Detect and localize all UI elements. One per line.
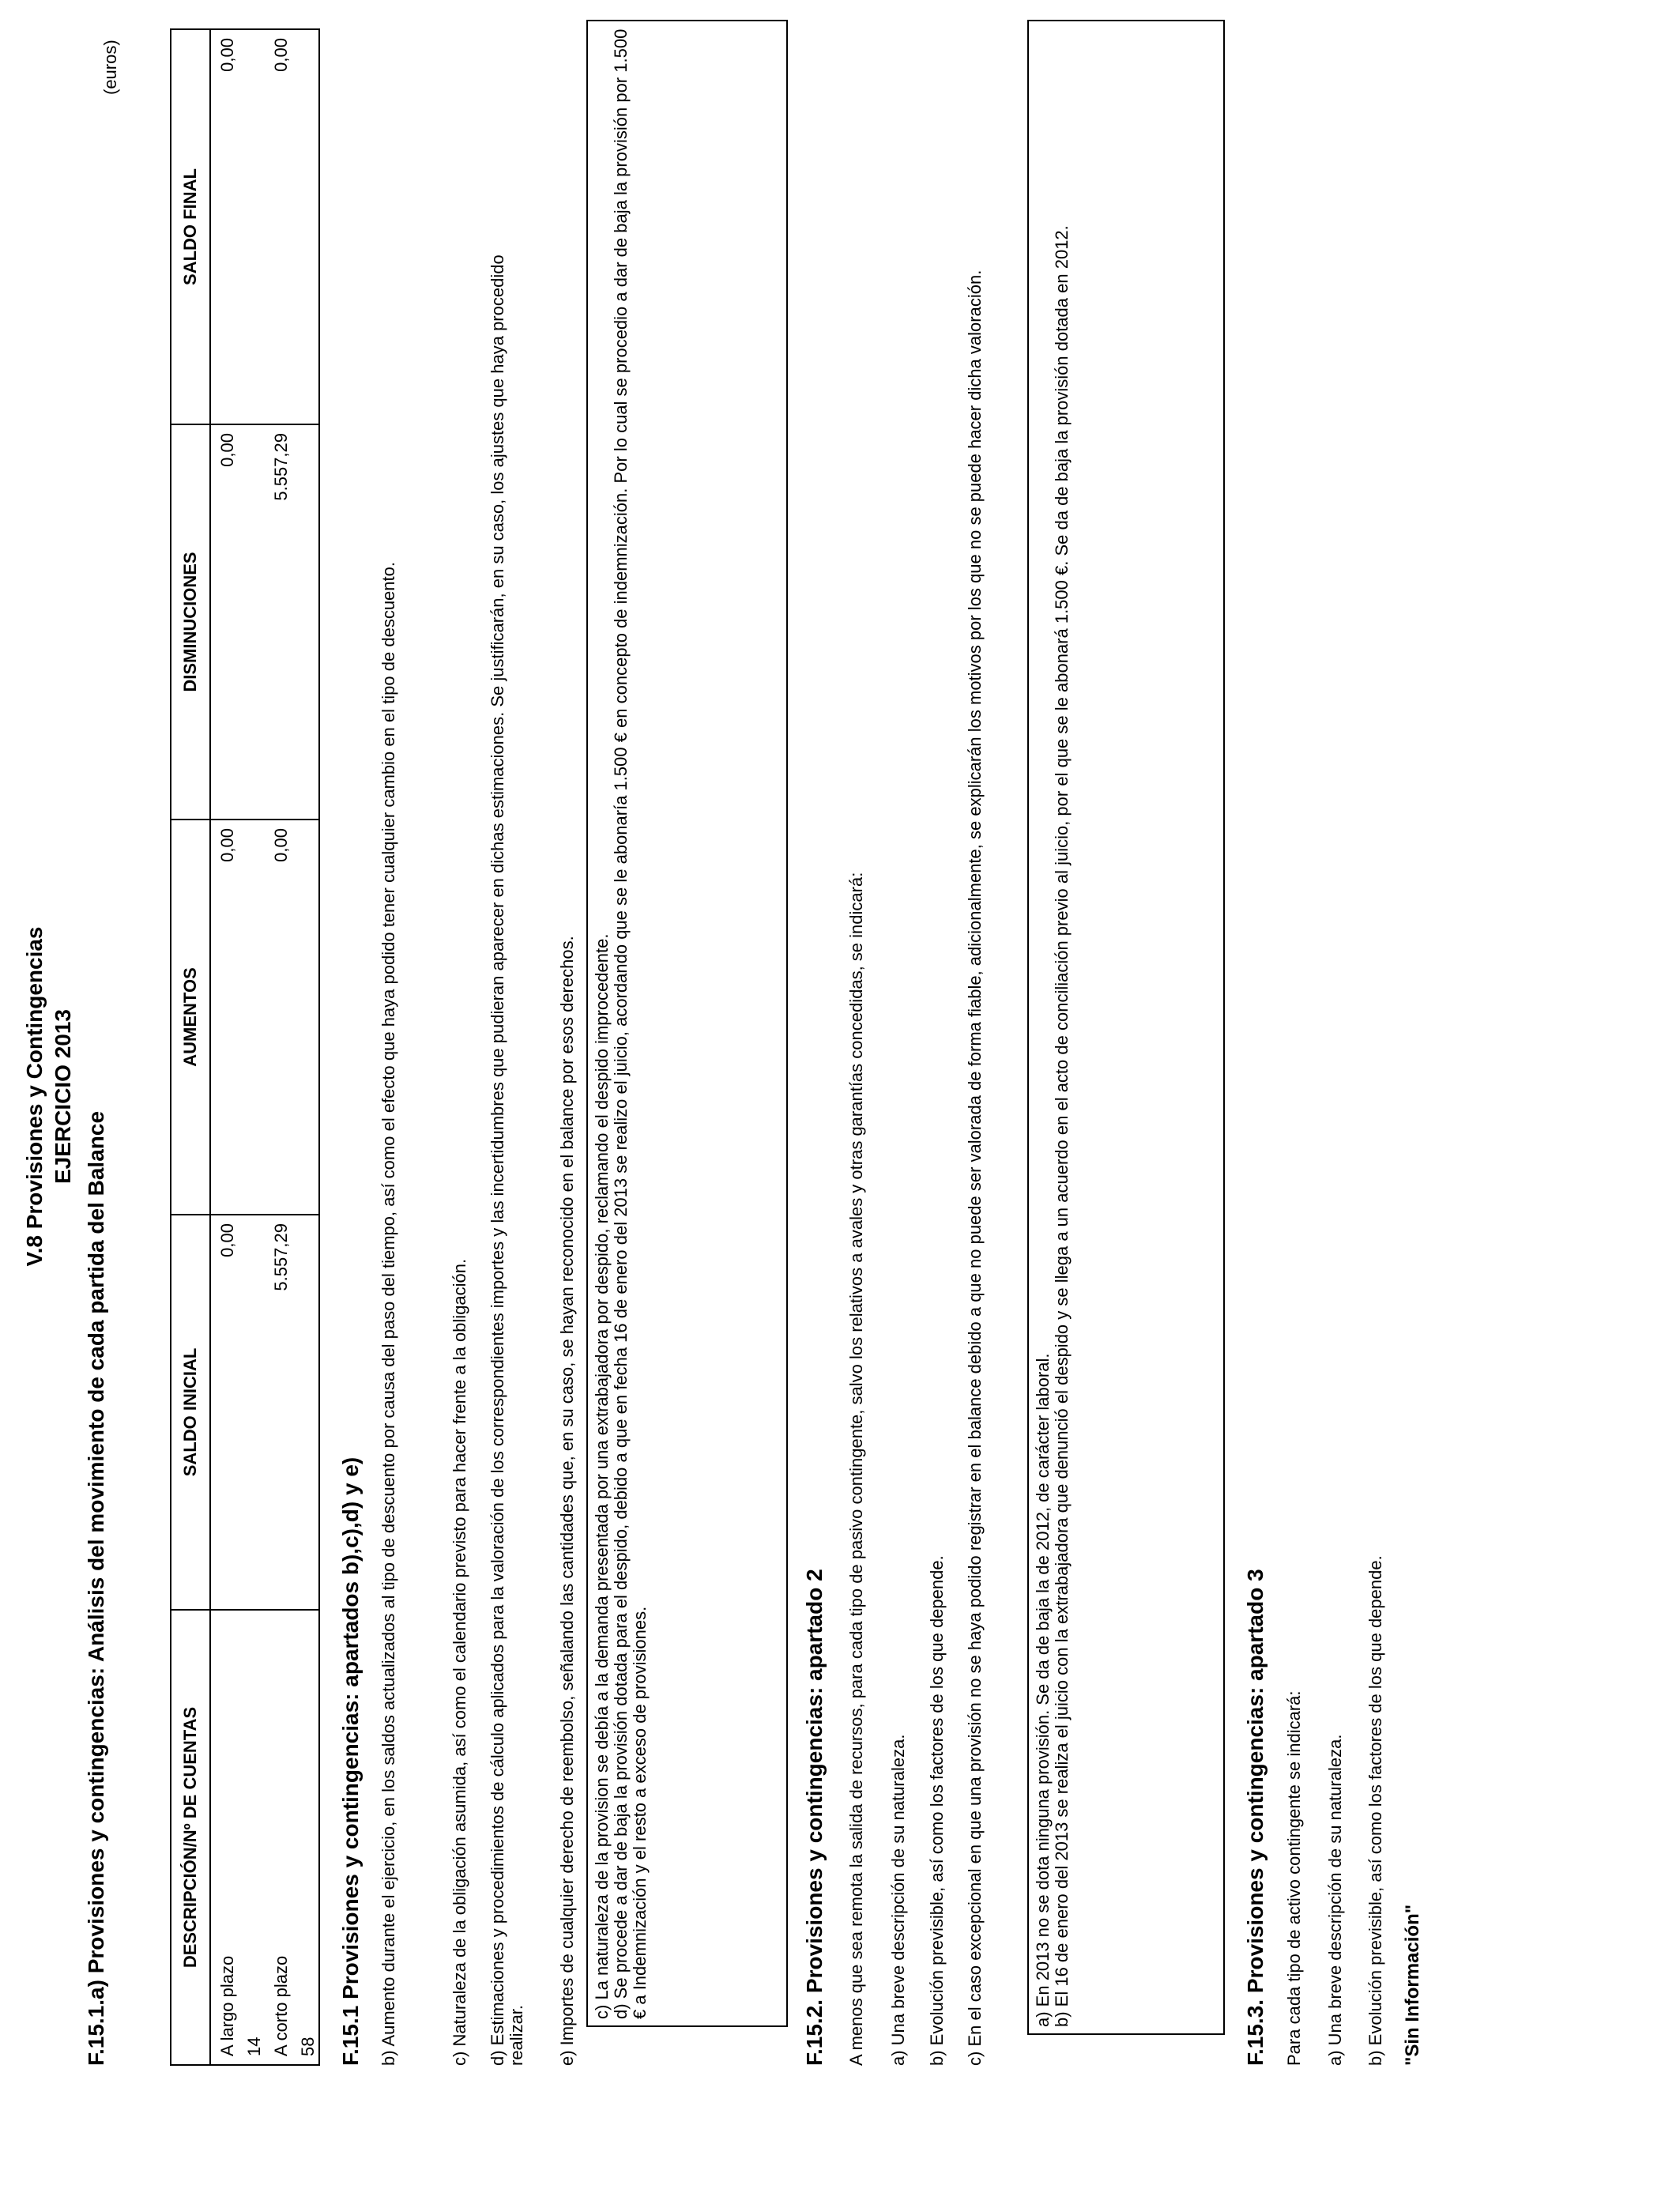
section-b-item-c: c) Naturaleza de la obligación asumida, así como el calendario previsto para hacer frente a la obligación.: [450, 1258, 469, 2066]
aumentos-cell: [210, 820, 319, 1215]
section-a-heading: F.15.1.a) Provisiones y contingencias: Análisis del movimiento de cada partida del Balance: [84, 1110, 108, 2066]
section-c-intro: A menos que sea remota la salida de recursos, para cada tipo de pasivo contingente, salvo los relativos a avales y otras garantías concedidas, se indicará:: [846, 872, 866, 2066]
column-header: SALDO INICIAL: [171, 1215, 210, 1610]
section-c-response-box: [1027, 20, 1225, 2035]
section-c-item-b: b) Evolución previsible, así como los factores de los que depende.: [927, 1555, 947, 2066]
value: 0,00: [271, 828, 291, 862]
account-number: 58: [298, 2037, 318, 2056]
value: 0,00: [217, 828, 237, 862]
saldo-inicial-cell: [210, 1215, 319, 1610]
column-header: AUMENTOS: [171, 820, 210, 1215]
section-c-item-c: c) En el caso excepcional en que una provisión no se haya podido registrar en el balance debido a que no puede ser valorada de forma fiable, adicionalmente, se explicarán los motivos por los que no se puede hacer dicha valoración.: [965, 269, 985, 2066]
response-line: b) El 16 de enero del 2013 se realiza el juicio con la extrabajadora que denunció el despido y se llega a un acuerdo en el acto de conciliación previo al juicio, por el que se le abonará 1.500 €. Se da de baja la provisión dotada en 2012.: [1052, 225, 1072, 2027]
column-header: SALDO FINAL: [171, 29, 210, 424]
response-line: d) Se procede a dar de baja la provisión dotada para el despido, debido a que en fecha 16 de enero del 2013 se realizo el juicio, acordando que se le abonaría 1.500 € en concepto de indemnización. Por lo cual se procedio a dar de baja la provisión por 1.500 € a Indemnización y el resto a exceso de provisiones.: [611, 28, 650, 2019]
value: 0,00: [217, 1223, 237, 1257]
column-header: DISMINUCIONES: [171, 424, 210, 820]
section-b-item-d: d) Estimaciones y procedimientos de cálculo aplicados para la valoración de los correspondientes importes y las incertidumbres que pudieran aparecer en dichas estimaciones. Se justificarán, en su caso, los ajustes que haya procedido realizar.: [488, 254, 526, 2066]
section-c-item-a: a) Una breve descripción de su naturaleza.: [888, 1734, 908, 2066]
section-b-item-b: b) Aumento durante el ejercicio, en los saldos actualizados al tipo de descuento por causa del paso del tiempo, así como el efecto que haya podido tener cualquier cambio en el tipo de descuento.: [379, 562, 398, 2066]
section-d-item-b: b) Evolución previsible, así como los factores de los que depende.: [1365, 1555, 1385, 2066]
response-line: c) La naturaleza de la provision se debía a la demanda presentada por una extrabajadora por despido, reclamando el despido improcedente.: [592, 933, 612, 2019]
account-label: A corto plazo: [271, 1955, 291, 2056]
account-number: 14: [244, 2037, 264, 2056]
section-d-heading: F.15.3. Provisiones y contingencias: apartado 3: [1243, 1569, 1268, 2066]
value: 0,00: [217, 433, 237, 467]
value: 5.557,29: [271, 433, 291, 501]
disminuciones-cell: [210, 424, 319, 820]
currency-label: (euros): [100, 40, 120, 95]
account-label: A largo plazo: [217, 1955, 237, 2056]
section-b-response-box: [586, 20, 788, 2027]
page-subtitle: EJERCICIO 2013: [51, 1009, 75, 1184]
table-header-row: [171, 29, 210, 2065]
section-b-item-e: e) Importes de cualquier derecho de reembolso, señalando las cantidades que, en su caso, se hayan reconocido en el balance por esos derechos.: [557, 936, 577, 2066]
table-row: [210, 29, 319, 2065]
saldo-final-cell: [210, 29, 319, 424]
provisions-table: [170, 28, 320, 2066]
value: 0,00: [271, 38, 291, 72]
response-line: a) En 2013 no se dota ninguna provisión. Se da de baja la de 2012, de carácter laboral.: [1033, 1353, 1053, 2027]
section-d-intro: Para cada tipo de activo contingente se indicará:: [1284, 1690, 1304, 2066]
value: 0,00: [217, 38, 237, 72]
section-b-heading: F.15.1 Provisiones y contingencias: apartados b),c),d) y e): [338, 1456, 363, 2066]
section-d-item-a: a) Una breve descripción de su naturaleza.: [1325, 1734, 1345, 2066]
column-header: DESCRIPCIÓN/Nº DE CUENTAS: [171, 1610, 210, 2065]
sin-informacion-note: "Sin Información": [1402, 1904, 1423, 2066]
section-c-heading: F.15.2. Provisiones y contingencias: apartado 2: [802, 1569, 827, 2066]
description-cell: [210, 1610, 319, 2065]
value: 5.557,29: [271, 1223, 291, 1291]
page-title: V.8 Provisiones y Contingencias: [22, 926, 47, 1267]
